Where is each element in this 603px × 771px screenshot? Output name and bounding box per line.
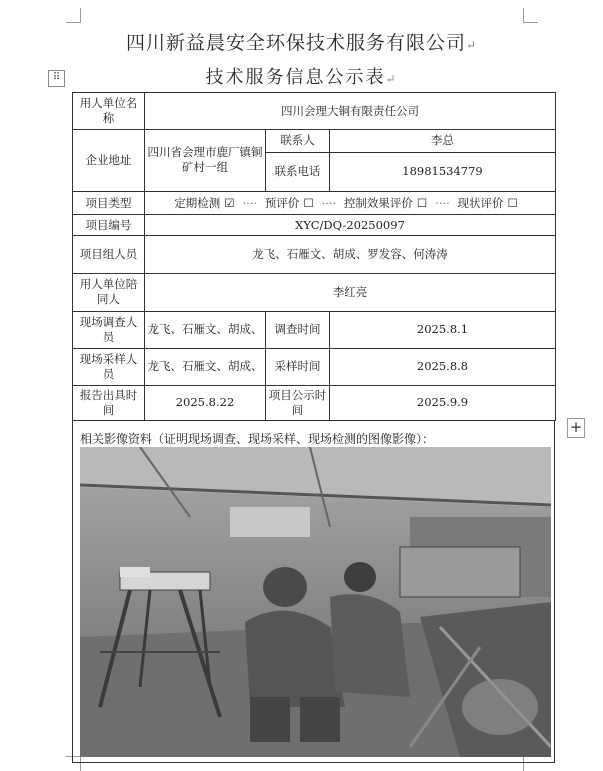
contact-value[interactable]: 李总 — [330, 130, 556, 153]
survey-time-label: 调查时间 — [266, 311, 330, 348]
project-code-value[interactable]: XYC/DQ-20250097 — [145, 215, 556, 236]
type-option-control-effect[interactable]: 控制效果评价 ☐ — [343, 195, 428, 210]
checkbox-icon: ☐ — [507, 195, 518, 210]
survey-staff-value[interactable]: 龙飞、石雁文、胡成、 — [145, 311, 266, 348]
project-type-label: 项目类型 — [73, 191, 145, 215]
photo-caption: 相关影像资料（证明现场调查、现场采样、现场检测的图像影像）： — [80, 432, 435, 446]
paragraph-mark: ↵ — [465, 38, 478, 52]
company-name: 四川新益晨安全环保技术服务有限公司 — [125, 32, 466, 54]
table-row — [73, 273, 556, 311]
type-option-pre-assessment[interactable]: 预评价 ☐ — [264, 195, 314, 210]
table-row — [73, 385, 556, 420]
table-row — [73, 191, 556, 215]
checkbox-checked-icon: ☑ — [224, 195, 235, 210]
table-row — [73, 235, 556, 273]
document-title — [0, 63, 603, 89]
address-label: 企业地址 — [73, 130, 145, 192]
publish-time-value[interactable]: 2025.9.9 — [330, 385, 556, 420]
escort-label: 用人单位陪同人 — [73, 273, 145, 311]
client-value[interactable]: 四川会理大铜有限责任公司 — [145, 93, 556, 130]
add-row-button[interactable]: + — [567, 418, 585, 438]
sampling-time-value[interactable]: 2025.8.8 — [330, 348, 556, 385]
report-time-label: 报告出具时间 — [73, 385, 145, 420]
table-row — [73, 93, 556, 130]
site-photo — [80, 447, 551, 757]
sampling-staff-value[interactable]: 龙飞、石雁文、胡成、 — [145, 348, 266, 385]
publish-time-label: 项目公示时间 — [266, 385, 330, 420]
table-row — [73, 348, 556, 385]
survey-staff-label: 现场调查人员 — [73, 311, 145, 348]
phone-value[interactable]: 18981534779 — [330, 152, 556, 191]
project-type-options: 定期检测 ☑ ···· 预评价 ☐ ···· 控制效果评价 ☐ ···· 现状评价 ☐ — [145, 191, 556, 215]
checkbox-icon: ☐ — [416, 195, 428, 210]
site-photo-image — [80, 447, 551, 757]
type-option-periodic[interactable]: 定期检测 ☑ — [174, 195, 235, 210]
company-title — [0, 28, 603, 55]
sampling-time-label: 采样时间 — [266, 348, 330, 385]
document-title-text: 技术服务信息公示表 — [205, 67, 386, 88]
page-corner-top-left — [66, 8, 81, 23]
type-option-status[interactable]: 现状评价 ☐ — [457, 195, 518, 210]
table-row — [73, 130, 556, 153]
phone-label: 联系电话 — [266, 152, 330, 191]
address-value[interactable]: 四川省会理市鹿厂镇铜矿村一组 — [145, 130, 266, 192]
project-team-label: 项目组人员 — [73, 235, 145, 273]
table-row — [73, 215, 556, 236]
survey-time-value[interactable]: 2025.8.1 — [330, 311, 556, 348]
paragraph-mark: ↵ — [385, 72, 398, 86]
table-row — [73, 311, 556, 348]
table-move-handle-icon[interactable]: ⠿ — [48, 70, 65, 87]
project-team-value[interactable]: 龙飞、石雁文、胡成、罗发容、何涛涛 — [145, 235, 556, 273]
contact-label: 联系人 — [266, 130, 330, 153]
client-label: 用人单位名称 — [73, 93, 145, 130]
project-code-label: 项目编号 — [73, 215, 145, 236]
sampling-staff-label: 现场采样人员 — [73, 348, 145, 385]
info-table — [72, 92, 556, 421]
escort-value[interactable]: 李红亮 — [145, 273, 556, 311]
report-time-value[interactable]: 2025.8.22 — [145, 385, 266, 420]
page-corner-top-right — [523, 8, 538, 23]
checkbox-icon: ☐ — [303, 195, 314, 210]
